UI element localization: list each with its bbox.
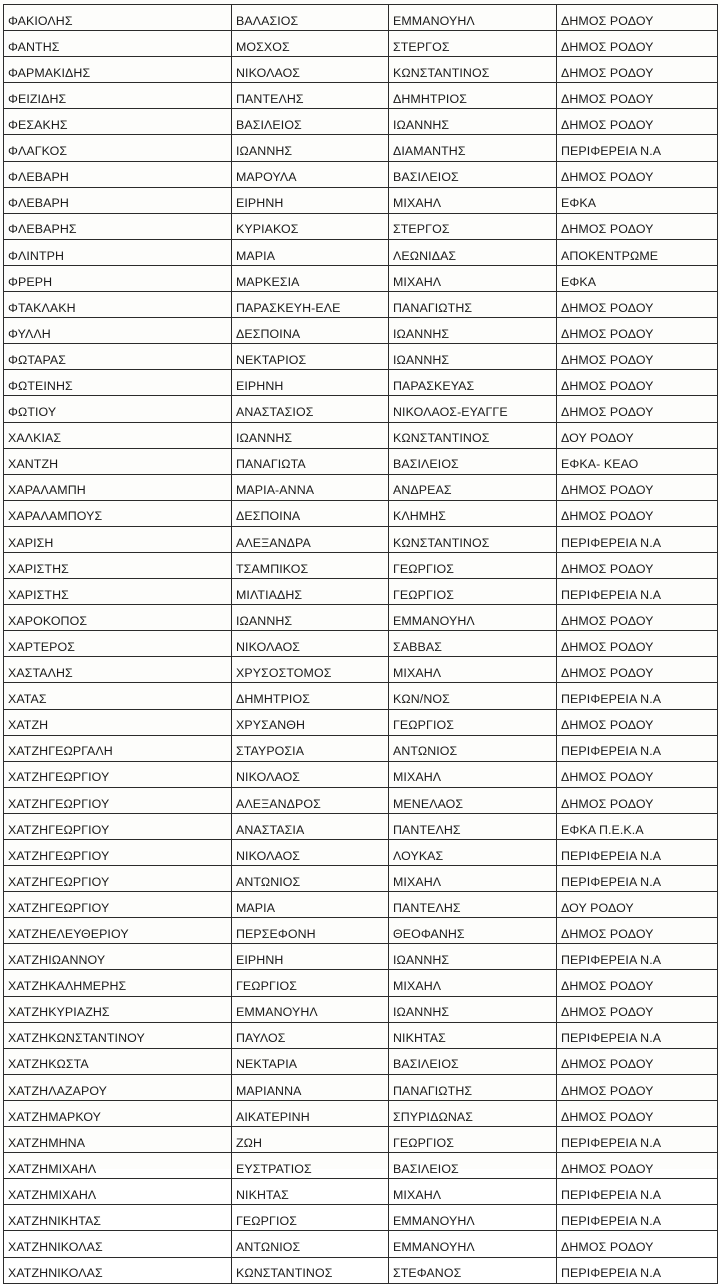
father-name-cell: ΒΑΣΙΛΕΙΟΣ <box>389 448 557 474</box>
table-row <box>4 1100 718 1126</box>
table-row <box>4 1179 718 1205</box>
surname-cell: ΧΑΤΖΗΓΕΩΡΓΑΛΗ <box>4 735 232 761</box>
service-cell: ΠΕΡΙΦΕΡΕΙΑ Ν.Α <box>557 135 718 161</box>
service-cell: ΔΗΜΟΣ ΡΟΔΟΥ <box>557 474 718 500</box>
table-row <box>4 918 718 944</box>
service-cell: ΔΗΜΟΣ ΡΟΔΟΥ <box>557 1074 718 1100</box>
table-row <box>4 866 718 892</box>
first-name-cell: ΧΡΥΣΑΝΘΗ <box>232 709 389 735</box>
personnel-table <box>3 4 718 1284</box>
surname-cell: ΧΑΝΤΖΗ <box>4 448 232 474</box>
father-name-cell: ΔΗΜΗΤΡΙΟΣ <box>389 83 557 109</box>
father-name-cell: ΠΑΝΑΓΙΩΤΗΣ <box>389 1074 557 1100</box>
service-cell: ΠΕΡΙΦΕΡΕΙΑ Ν.Α <box>557 683 718 709</box>
table-row <box>4 1205 718 1231</box>
surname-cell: ΧΑΤΖΗΚΑΛΗΜΕΡΗΣ <box>4 970 232 996</box>
surname-cell: ΦΤΑΚΛΑΚΗ <box>4 292 232 318</box>
surname-cell: ΦΑΚΙΟΛΗΣ <box>4 5 232 31</box>
father-name-cell: ΚΩΝΣΤΑΝΤΙΝΟΣ <box>389 422 557 448</box>
father-name-cell: ΙΩΑΝΝΗΣ <box>389 944 557 970</box>
first-name-cell: ΔΕΣΠΟΙΝΑ <box>232 500 389 526</box>
table-row <box>4 526 718 552</box>
service-cell: ΔΗΜΟΣ ΡΟΔΟΥ <box>557 787 718 813</box>
surname-cell: ΦΑΡΜΑΚΙΔΗΣ <box>4 57 232 83</box>
surname-cell: ΧΑΤΖΗΛΑΖΑΡΟΥ <box>4 1074 232 1100</box>
service-cell: ΔΗΜΟΣ ΡΟΔΟΥ <box>557 552 718 578</box>
father-name-cell: ΜΙΧΑΗΛ <box>389 866 557 892</box>
table-row <box>4 605 718 631</box>
first-name-cell: ΓΕΩΡΓΙΟΣ <box>232 970 389 996</box>
first-name-cell: ΑΛΕΞΑΝΔΡΟΣ <box>232 787 389 813</box>
surname-cell: ΦΛΕΒΑΡΗ <box>4 187 232 213</box>
surname-cell: ΦΩΤΑΡΑΣ <box>4 344 232 370</box>
service-cell: ΔΗΜΟΣ ΡΟΔΟΥ <box>557 605 718 631</box>
table-row <box>4 5 718 31</box>
father-name-cell: ΜΕΝΕΛΑΟΣ <box>389 787 557 813</box>
first-name-cell: ΕΙΡΗΝΗ <box>232 944 389 970</box>
table-row <box>4 344 718 370</box>
service-cell: ΔΗΜΟΣ ΡΟΔΟΥ <box>557 161 718 187</box>
service-cell: ΠΕΡΙΦΕΡΕΙΑ Ν.Α <box>557 1257 718 1283</box>
surname-cell: ΧΑΤΖΗΜΗΝΑ <box>4 1127 232 1153</box>
table-row <box>4 1257 718 1283</box>
table-row <box>4 709 718 735</box>
table-row <box>4 448 718 474</box>
first-name-cell: ΝΙΚΟΛΑΟΣ <box>232 840 389 866</box>
father-name-cell: ΠΑΝΤΕΛΗΣ <box>389 813 557 839</box>
father-name-cell: ΕΜΜΑΝΟΥΗΛ <box>389 5 557 31</box>
surname-cell: ΧΑΤΖΗΝΙΚΟΛΑΣ <box>4 1257 232 1283</box>
service-cell: ΠΕΡΙΦΕΡΕΙΑ Ν.Α <box>557 579 718 605</box>
first-name-cell: ΖΩΗ <box>232 1127 389 1153</box>
table-row <box>4 944 718 970</box>
first-name-cell: ΜΑΡΙΑΝΝΑ <box>232 1074 389 1100</box>
first-name-cell: ΒΑΛΑΣΙΟΣ <box>232 5 389 31</box>
first-name-cell: ΕΙΡΗΝΗ <box>232 187 389 213</box>
first-name-cell: ΝΙΚΟΛΑΟΣ <box>232 631 389 657</box>
table-row <box>4 396 718 422</box>
first-name-cell: ΠΑΝΤΕΛΗΣ <box>232 83 389 109</box>
father-name-cell: ΜΙΧΑΗΛ <box>389 265 557 291</box>
first-name-cell: ΑΝΤΩΝΙΟΣ <box>232 866 389 892</box>
first-name-cell: ΝΙΚΟΛΑΟΣ <box>232 57 389 83</box>
service-cell: ΔΗΜΟΣ ΡΟΔΟΥ <box>557 318 718 344</box>
father-name-cell: ΣΤΕΡΓΟΣ <box>389 213 557 239</box>
surname-cell: ΧΑΤΖΗΜΙΧΑΗΛ <box>4 1179 232 1205</box>
father-name-cell: ΚΩΝ/ΝΟΣ <box>389 683 557 709</box>
first-name-cell: ΑΙΚΑΤΕΡΙΝΗ <box>232 1100 389 1126</box>
first-name-cell: ΚΩΝΣΤΑΝΤΙΝΟΣ <box>232 1257 389 1283</box>
first-name-cell: ΜΑΡΙΑ <box>232 239 389 265</box>
service-cell: ΔΗΜΟΣ ΡΟΔΟΥ <box>557 396 718 422</box>
table-row <box>4 474 718 500</box>
service-cell: ΔΗΜΟΣ ΡΟΔΟΥ <box>557 761 718 787</box>
service-cell: ΔΗΜΟΣ ΡΟΔΟΥ <box>557 657 718 683</box>
surname-cell: ΦΕΙΖΙΔΗΣ <box>4 83 232 109</box>
father-name-cell: ΕΜΜΑΝΟΥΗΛ <box>389 1231 557 1257</box>
first-name-cell: ΑΛΕΞΑΝΔΡΑ <box>232 526 389 552</box>
service-cell: ΠΕΡΙΦΕΡΕΙΑ Ν.Α <box>557 866 718 892</box>
service-cell: ΕΦΚΑ <box>557 265 718 291</box>
surname-cell: ΧΑΡΙΣΗ <box>4 526 232 552</box>
service-cell: ΠΕΡΙΦΕΡΕΙΑ Ν.Α <box>557 735 718 761</box>
father-name-cell: ΘΕΟΦΑΝΗΣ <box>389 918 557 944</box>
surname-cell: ΧΑΤΑΣ <box>4 683 232 709</box>
father-name-cell: ΓΕΩΡΓΙΟΣ <box>389 709 557 735</box>
father-name-cell: ΜΙΧΑΗΛ <box>389 657 557 683</box>
surname-cell: ΧΑΤΖΗΜΙΧΑΗΛ <box>4 1153 232 1179</box>
table-row <box>4 31 718 57</box>
table-row <box>4 422 718 448</box>
personnel-table-body <box>4 5 718 1284</box>
surname-cell: ΧΑΤΖΗΝΙΚΟΛΑΣ <box>4 1231 232 1257</box>
service-cell: ΔΗΜΟΣ ΡΟΔΟΥ <box>557 631 718 657</box>
table-row <box>4 1022 718 1048</box>
first-name-cell: ΙΩΑΝΝΗΣ <box>232 135 389 161</box>
surname-cell: ΧΑΡΑΛΑΜΠΟΥΣ <box>4 500 232 526</box>
surname-cell: ΧΑΡΙΣΤΗΣ <box>4 579 232 605</box>
first-name-cell: ΠΑΥΛΟΣ <box>232 1022 389 1048</box>
service-cell: ΠΕΡΙΦΕΡΕΙΑ Ν.Α <box>557 1127 718 1153</box>
first-name-cell: ΝΕΚΤΑΡΙΟΣ <box>232 344 389 370</box>
service-cell: ΔΗΜΟΣ ΡΟΔΟΥ <box>557 1153 718 1179</box>
table-row <box>4 318 718 344</box>
surname-cell: ΦΩΤΙΟΥ <box>4 396 232 422</box>
table-row <box>4 57 718 83</box>
service-cell: ΔΗΜΟΣ ΡΟΔΟΥ <box>557 1048 718 1074</box>
surname-cell: ΧΑΛΚΙΑΣ <box>4 422 232 448</box>
surname-cell: ΦΛΙΝΤΡΗ <box>4 239 232 265</box>
surname-cell: ΦΩΤΕΙΝΗΣ <box>4 370 232 396</box>
table-row <box>4 500 718 526</box>
first-name-cell: ΠΑΝΑΓΙΩΤΑ <box>232 448 389 474</box>
surname-cell: ΧΑΤΖΗΓΕΩΡΓΙΟΥ <box>4 787 232 813</box>
father-name-cell: ΣΑΒΒΑΣ <box>389 631 557 657</box>
service-cell: ΔΗΜΟΣ ΡΟΔΟΥ <box>557 213 718 239</box>
father-name-cell: ΙΩΑΝΝΗΣ <box>389 344 557 370</box>
first-name-cell: ΓΕΩΡΓΙΟΣ <box>232 1205 389 1231</box>
table-row <box>4 1048 718 1074</box>
service-cell: ΔΗΜΟΣ ΡΟΔΟΥ <box>557 1100 718 1126</box>
service-cell: ΔΗΜΟΣ ΡΟΔΟΥ <box>557 31 718 57</box>
service-cell: ΕΦΚΑ Π.Ε.Κ.Α <box>557 813 718 839</box>
table-row <box>4 996 718 1022</box>
service-cell: ΠΕΡΙΦΕΡΕΙΑ Ν.Α <box>557 1205 718 1231</box>
surname-cell: ΧΑΤΖΗΓΕΩΡΓΙΟΥ <box>4 813 232 839</box>
first-name-cell: ΚΥΡΙΑΚΟΣ <box>232 213 389 239</box>
first-name-cell: ΣΤΑΥΡΟΣΙΑ <box>232 735 389 761</box>
table-row <box>4 787 718 813</box>
first-name-cell: ΜΑΡΚΕΣΙΑ <box>232 265 389 291</box>
service-cell: ΔΗΜΟΣ ΡΟΔΟΥ <box>557 1231 718 1257</box>
father-name-cell: ΜΙΧΑΗΛ <box>389 761 557 787</box>
father-name-cell: ΒΑΣΙΛΕΙΟΣ <box>389 161 557 187</box>
father-name-cell: ΓΕΩΡΓΙΟΣ <box>389 1127 557 1153</box>
table-row <box>4 735 718 761</box>
surname-cell: ΧΑΤΖΗΜΑΡΚΟΥ <box>4 1100 232 1126</box>
first-name-cell: ΤΣΑΜΠΙΚΟΣ <box>232 552 389 578</box>
service-cell: ΠΕΡΙΦΕΡΕΙΑ Ν.Α <box>557 1022 718 1048</box>
first-name-cell: ΙΩΑΝΝΗΣ <box>232 605 389 631</box>
table-row <box>4 1127 718 1153</box>
first-name-cell: ΜΑΡΙΑ-ΑΝΝΑ <box>232 474 389 500</box>
table-row <box>4 970 718 996</box>
father-name-cell: ΚΛΗΜΗΣ <box>389 500 557 526</box>
table-row <box>4 892 718 918</box>
table-row <box>4 161 718 187</box>
first-name-cell: ΑΝΑΣΤΑΣΙΑ <box>232 813 389 839</box>
father-name-cell: ΝΙΚΟΛΑΟΣ-ΕΥΑΓΓΕ <box>389 396 557 422</box>
table-row <box>4 579 718 605</box>
service-cell: ΠΕΡΙΦΕΡΕΙΑ Ν.Α <box>557 840 718 866</box>
father-name-cell: ΣΤΕΡΓΟΣ <box>389 31 557 57</box>
first-name-cell: ΕΜΜΑΝΟΥΗΛ <box>232 996 389 1022</box>
father-name-cell: ΚΩΝΣΤΑΝΤΙΝΟΣ <box>389 526 557 552</box>
father-name-cell: ΑΝΔΡΕΑΣ <box>389 474 557 500</box>
father-name-cell: ΝΙΚΗΤΑΣ <box>389 1022 557 1048</box>
father-name-cell: ΕΜΜΑΝΟΥΗΛ <box>389 605 557 631</box>
surname-cell: ΦΥΛΛΗ <box>4 318 232 344</box>
surname-cell: ΧΑΣΤΑΛΗΣ <box>4 657 232 683</box>
surname-cell: ΧΑΡΙΣΤΗΣ <box>4 552 232 578</box>
surname-cell: ΧΑΤΖΗΓΕΩΡΓΙΟΥ <box>4 761 232 787</box>
surname-cell: ΧΑΤΖΗΓΕΩΡΓΙΟΥ <box>4 866 232 892</box>
table-row <box>4 1074 718 1100</box>
service-cell: ΔΟΥ ΡΟΔΟΥ <box>557 892 718 918</box>
service-cell: ΠΕΡΙΦΕΡΕΙΑ Ν.Α <box>557 944 718 970</box>
surname-cell: ΧΑΤΖΗΚΩΝΣΤΑΝΤΙΝΟΥ <box>4 1022 232 1048</box>
father-name-cell: ΠΑΡΑΣΚΕΥΑΣ <box>389 370 557 396</box>
service-cell: ΑΠΟΚΕΝΤΡΩΜΕ <box>557 239 718 265</box>
father-name-cell: ΣΠΥΡΙΔΩΝΑΣ <box>389 1100 557 1126</box>
father-name-cell: ΠΑΝΤΕΛΗΣ <box>389 892 557 918</box>
service-cell: ΔΗΜΟΣ ΡΟΔΟΥ <box>557 709 718 735</box>
father-name-cell: ΜΙΧΑΗΛ <box>389 1179 557 1205</box>
service-cell: ΔΗΜΟΣ ΡΟΔΟΥ <box>557 970 718 996</box>
first-name-cell: ΑΝΑΣΤΑΣΙΟΣ <box>232 396 389 422</box>
surname-cell: ΧΑΡΑΛΑΜΠΗ <box>4 474 232 500</box>
service-cell: ΠΕΡΙΦΕΡΕΙΑ Ν.Α <box>557 1179 718 1205</box>
service-cell: ΔΟΥ ΡΟΔΟΥ <box>557 422 718 448</box>
first-name-cell: ΧΡΥΣΟΣΤΟΜΟΣ <box>232 657 389 683</box>
father-name-cell: ΑΝΤΩΝΙΟΣ <box>389 735 557 761</box>
table-row <box>4 83 718 109</box>
first-name-cell: ΑΝΤΩΝΙΟΣ <box>232 1231 389 1257</box>
table-row <box>4 213 718 239</box>
father-name-cell: ΒΑΣΙΛΕΙΟΣ <box>389 1153 557 1179</box>
service-cell: ΔΗΜΟΣ ΡΟΔΟΥ <box>557 370 718 396</box>
first-name-cell: ΔΗΜΗΤΡΙΟΣ <box>232 683 389 709</box>
first-name-cell: ΝΙΚΟΛΑΟΣ <box>232 761 389 787</box>
first-name-cell: ΜΑΡΟΥΛΑ <box>232 161 389 187</box>
father-name-cell: ΜΙΧΑΗΛ <box>389 970 557 996</box>
first-name-cell: ΠΑΡΑΣΚΕΥΗ-ΕΛΕ <box>232 292 389 318</box>
father-name-cell: ΓΕΩΡΓΙΟΣ <box>389 552 557 578</box>
father-name-cell: ΔΙΑΜΑΝΤΗΣ <box>389 135 557 161</box>
surname-cell: ΧΑΤΖΗΚΥΡΙΑΖΗΣ <box>4 996 232 1022</box>
surname-cell: ΧΑΤΖΗΙΩΑΝΝΟΥ <box>4 944 232 970</box>
surname-cell: ΦΕΣΑΚΗΣ <box>4 109 232 135</box>
surname-cell: ΦΛΕΒΑΡΗ <box>4 161 232 187</box>
father-name-cell: ΒΑΣΙΛΕΙΟΣ <box>389 1048 557 1074</box>
table-row <box>4 239 718 265</box>
first-name-cell: ΠΕΡΣΕΦΟΝΗ <box>232 918 389 944</box>
service-cell: ΔΗΜΟΣ ΡΟΔΟΥ <box>557 83 718 109</box>
surname-cell: ΧΑΡΤΕΡΟΣ <box>4 631 232 657</box>
first-name-cell: ΜΑΡΙΑ <box>232 892 389 918</box>
father-name-cell: ΛΕΩΝΙΔΑΣ <box>389 239 557 265</box>
surname-cell: ΦΡΕΡΗ <box>4 265 232 291</box>
first-name-cell: ΙΩΑΝΝΗΣ <box>232 422 389 448</box>
first-name-cell: ΜΟΣΧΟΣ <box>232 31 389 57</box>
father-name-cell: ΜΙΧΑΗΛ <box>389 187 557 213</box>
surname-cell: ΧΑΤΖΗΝΙΚΗΤΑΣ <box>4 1205 232 1231</box>
service-cell: ΠΕΡΙΦΕΡΕΙΑ Ν.Α <box>557 526 718 552</box>
table-row <box>4 187 718 213</box>
first-name-cell: ΕΙΡΗΝΗ <box>232 370 389 396</box>
service-cell: ΔΗΜΟΣ ΡΟΔΟΥ <box>557 500 718 526</box>
father-name-cell: ΛΟΥΚΑΣ <box>389 840 557 866</box>
table-row <box>4 631 718 657</box>
first-name-cell: ΕΥΣΤΡΑΤΙΟΣ <box>232 1153 389 1179</box>
surname-cell: ΦΑΝΤΗΣ <box>4 31 232 57</box>
father-name-cell: ΚΩΝΣΤΑΝΤΙΝΟΣ <box>389 57 557 83</box>
father-name-cell: ΕΜΜΑΝΟΥΗΛ <box>389 1205 557 1231</box>
father-name-cell: ΓΕΩΡΓΙΟΣ <box>389 579 557 605</box>
service-cell: ΔΗΜΟΣ ΡΟΔΟΥ <box>557 918 718 944</box>
surname-cell: ΦΛΕΒΑΡΗΣ <box>4 213 232 239</box>
table-row <box>4 1153 718 1179</box>
first-name-cell: ΒΑΣΙΛΕΙΟΣ <box>232 109 389 135</box>
first-name-cell: ΜΙΛΤΙΑΔΗΣ <box>232 579 389 605</box>
table-row <box>4 135 718 161</box>
surname-cell: ΦΛΑΓΚΟΣ <box>4 135 232 161</box>
table-row <box>4 683 718 709</box>
service-cell: ΔΗΜΟΣ ΡΟΔΟΥ <box>557 344 718 370</box>
table-row <box>4 370 718 396</box>
table-row <box>4 265 718 291</box>
table-row <box>4 761 718 787</box>
father-name-cell: ΣΤΕΦΑΝΟΣ <box>389 1257 557 1283</box>
surname-cell: ΧΑΤΖΗΕΛΕΥΘΕΡΙΟΥ <box>4 918 232 944</box>
service-cell: ΕΦΚΑ <box>557 187 718 213</box>
service-cell: ΔΗΜΟΣ ΡΟΔΟΥ <box>557 57 718 83</box>
father-name-cell: ΙΩΑΝΝΗΣ <box>389 109 557 135</box>
surname-cell: ΧΑΤΖΗΓΕΩΡΓΙΟΥ <box>4 892 232 918</box>
first-name-cell: ΝΙΚΗΤΑΣ <box>232 1179 389 1205</box>
surname-cell: ΧΑΤΖΗΓΕΩΡΓΙΟΥ <box>4 840 232 866</box>
table-row <box>4 657 718 683</box>
service-cell: ΔΗΜΟΣ ΡΟΔΟΥ <box>557 109 718 135</box>
father-name-cell: ΠΑΝΑΓΙΩΤΗΣ <box>389 292 557 318</box>
service-cell: ΕΦΚΑ- ΚΕΑΟ <box>557 448 718 474</box>
first-name-cell: ΝΕΚΤΑΡΙΑ <box>232 1048 389 1074</box>
table-row <box>4 1231 718 1257</box>
table-row <box>4 292 718 318</box>
table-row <box>4 552 718 578</box>
surname-cell: ΧΑΤΖΗΚΩΣΤΑ <box>4 1048 232 1074</box>
surname-cell: ΧΑΡΟΚΟΠΟΣ <box>4 605 232 631</box>
father-name-cell: ΙΩΑΝΝΗΣ <box>389 996 557 1022</box>
table-row <box>4 109 718 135</box>
first-name-cell: ΔΕΣΠΟΙΝΑ <box>232 318 389 344</box>
service-cell: ΔΗΜΟΣ ΡΟΔΟΥ <box>557 5 718 31</box>
table-row <box>4 813 718 839</box>
service-cell: ΔΗΜΟΣ ΡΟΔΟΥ <box>557 292 718 318</box>
surname-cell: ΧΑΤΖΗ <box>4 709 232 735</box>
father-name-cell: ΙΩΑΝΝΗΣ <box>389 318 557 344</box>
table-row <box>4 840 718 866</box>
service-cell: ΔΗΜΟΣ ΡΟΔΟΥ <box>557 996 718 1022</box>
